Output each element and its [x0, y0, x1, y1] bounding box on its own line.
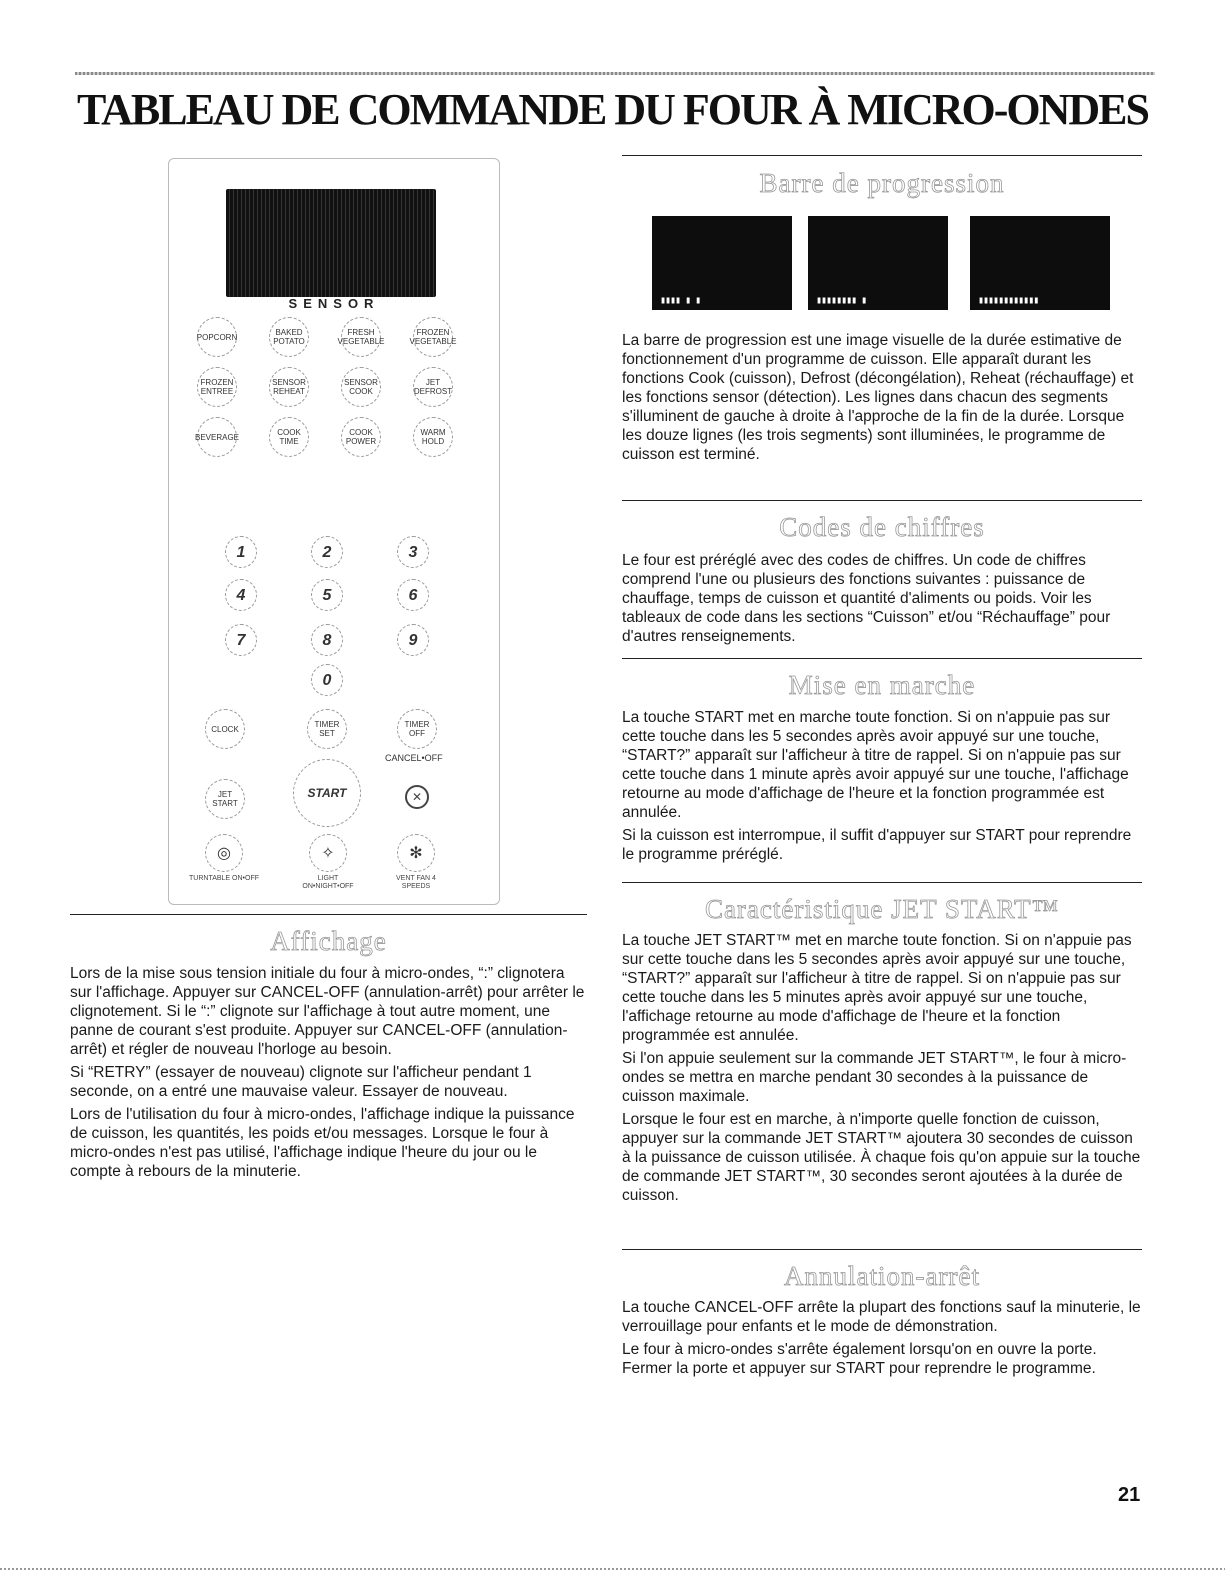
- popcorn-key: POPCORN: [197, 317, 237, 357]
- baked-potato-key: BAKED POTATO: [269, 317, 309, 357]
- sensor-label: SENSOR: [288, 296, 380, 311]
- progress-marks: ▮▮▮▮▮▮▮▮ ▮: [816, 296, 867, 307]
- codes-text: [622, 551, 1142, 650]
- section-divider: [622, 1249, 1142, 1250]
- timer-set-key: TIMER SET: [307, 709, 347, 749]
- paragraph: Si “RETRY” (essayer de nouveau) clignote sur l'afficheur pendant 1 seconde, on a entré une mauvaise valeur. Essayer de nouveau.: [70, 1064, 532, 1100]
- barre-heading: Barre de progression: [759, 168, 1005, 198]
- sensor-reheat-key: SENSOR REHEAT: [269, 367, 309, 407]
- vent-fan-label: VENT FAN 4 SPEEDS: [396, 875, 436, 890]
- cancel-x-icon: ✕: [405, 785, 429, 809]
- paragraph: Lors de l'utilisation du four à micro-ondes, l'affichage indique la puissance de cuisson, les quantités, les poids et/ou messages. Lorsque le four à micro-ondes n'est pas utilisé, l'affichage indique l'heure du jour ou le compte à rebours de la minuterie.: [70, 1106, 575, 1180]
- number-key-8: 8: [311, 624, 343, 656]
- page-title: TABLEAU DE COMMANDE DU FOUR À MICRO-ONDES: [77, 85, 1148, 134]
- barre-text: [622, 331, 1142, 468]
- paragraph: Le four est préréglé avec des codes de chiffres. Un code de chiffres comprend l'une ou plusieurs des fonctions suivantes : puissance de chauffage, temps de cuisson et quantité d'aliments ou poids. Voir les tableaux de code dans les sections “Cuisson” et/ou “Réchauffage” pour d'autres renseignements.: [622, 552, 1111, 645]
- mise-text: [622, 708, 1142, 868]
- light-bulb-icon: ✧: [309, 834, 347, 872]
- section-divider: [622, 658, 1142, 659]
- top-rule: [75, 72, 1155, 75]
- cook-power-key: COOK POWER: [341, 417, 381, 457]
- paragraph: La touche CANCEL-OFF arrête la plupart des fonctions sauf la minuterie, le verrouillage pour enfants et le mode de démonstration.: [622, 1299, 1141, 1335]
- progress-marks: ▮▮▮▮ ▮ ▮: [660, 296, 701, 307]
- section-divider: [622, 155, 1142, 156]
- paragraph: La touche START met en marche toute fonction. Si on n'appuie pas sur cette touche dans les 5 secondes après avoir appuyé sur une touche, “START?” apparaît sur l'afficheur à titre de rappel. Si on n'appuie pas sur cette touche dans 1 minute après avoir appuyé sur une touche, l'affichage retourne au mode d'affichage de l'heure et la fonction programmée est annulée.: [622, 709, 1129, 821]
- number-key-3: 3: [397, 536, 429, 568]
- paragraph: Si la cuisson est interrompue, il suffit d'appuyer sur START pour reprendre le programme préréglé.: [622, 827, 1132, 863]
- jet-text: [622, 931, 1142, 1209]
- turntable-icon: ◎: [205, 834, 243, 872]
- annulation-heading: Annulation-arrêt: [784, 1261, 980, 1291]
- frozen-entree-key: FROZEN ENTREE: [197, 367, 237, 407]
- paragraph: La barre de progression est une image visuelle de la durée estimative de fonctionnement d'un programme de cuisson. Elle apparaît durant les fonctions Cook (cuisson), Defrost (décongélation), Reheat (réchauffage) et les fonctions sensor (détection). Les lignes dans chacun des segments s'illuminent de gauche à droite à l'approche de la fin de la durée. Lorsque les douze lignes (les trois segments) sont illuminées, le programme de cuisson est terminé.: [622, 332, 1134, 463]
- fresh-vegetable-key: FRESH VEGETABLE: [341, 317, 381, 357]
- number-key-0: 0: [311, 664, 343, 696]
- progress-segment-1: [652, 216, 792, 310]
- number-key-7: 7: [225, 624, 257, 656]
- paragraph: La touche JET START™ met en marche toute fonction. Si on n'appuie pas sur cette touche dans les 5 secondes après avoir appuyé sur une touche, “START?” apparaît sur l'afficheur à titre de rappel. Si on n'appuie pas sur cette touche dans les 5 minutes après avoir appuyé sur une touche, l'affichage retourne au mode d'affichage de l'heure et la fonction programmée est annulée.: [622, 932, 1132, 1044]
- start-key: START: [293, 759, 361, 827]
- section-divider: [622, 882, 1142, 883]
- page-number: 21: [1118, 1484, 1141, 1506]
- affichage-text: [70, 964, 590, 1185]
- jet-heading: Caractéristique JET START™: [704, 894, 1060, 924]
- jet-defrost-key: JET DEFROST: [413, 367, 453, 407]
- section-divider: [70, 914, 587, 915]
- beverage-key: BEVERAGE: [197, 417, 237, 457]
- timer-off-key: TIMER OFF: [397, 709, 437, 749]
- paragraph: Lors de la mise sous tension initiale du four à micro-ondes, “:” clignotera sur l'affichage. Appuyer sur CANCEL-OFF (annulation-arrêt) pour arrêter le clignotement. Si le “:” clignote sur l'affichage à tout autre moment, une panne de courant s'est produite. Appuyer sur CANCEL-OFF (annulation-arrêt) et régler de nouveau l'horloge au besoin.: [70, 965, 585, 1058]
- number-key-9: 9: [397, 624, 429, 656]
- cook-time-key: COOK TIME: [269, 417, 309, 457]
- codes-heading: Codes de chiffres: [779, 512, 985, 542]
- sensor-cook-key: SENSOR COOK: [341, 367, 381, 407]
- mise-heading: Mise en marche: [788, 670, 976, 700]
- paragraph: Le four à micro-ondes s'arrête également lorsqu'on en ouvre la porte. Fermer la porte et appuyer sur START pour reprendre le programme.: [622, 1341, 1097, 1377]
- light-label: LIGHT ON•NIGHT•OFF: [302, 875, 354, 890]
- frozen-vegetable-key: FROZEN VEGETABLE: [413, 317, 453, 357]
- number-key-4: 4: [225, 579, 257, 611]
- section-divider: [622, 500, 1142, 501]
- clock-key: CLOCK: [205, 709, 245, 749]
- warm-hold-key: WARM HOLD: [413, 417, 453, 457]
- bottom-rule: [0, 1568, 1225, 1570]
- number-key-1: 1: [225, 536, 257, 568]
- affichage-heading: Affichage: [270, 926, 387, 956]
- fan-icon: ✻: [397, 834, 435, 872]
- annulation-text: [622, 1298, 1142, 1382]
- jet-start-key: JET START: [205, 779, 245, 819]
- number-key-5: 5: [311, 579, 343, 611]
- progress-marks: ▮▮▮▮▮▮▮▮▮▮▮▮: [978, 296, 1039, 307]
- oven-display: [226, 189, 436, 297]
- paragraph: Si l'on appuie seulement sur la commande JET START™, le four à micro-ondes se mettra en marche pendant 30 secondes à la puissance de cuisson maximale.: [622, 1050, 1127, 1105]
- cancel-off-label: CANCEL•OFF: [385, 753, 443, 763]
- progress-segment-3: [970, 216, 1110, 310]
- control-panel-illustration: [168, 158, 500, 905]
- number-key-6: 6: [397, 579, 429, 611]
- turntable-label: TURNTABLE ON•OFF: [189, 875, 259, 882]
- progress-segment-2: [808, 216, 948, 310]
- number-key-2: 2: [311, 536, 343, 568]
- paragraph: Lorsque le four est en marche, à n'importe quelle fonction de cuisson, appuyer sur la commande JET START™ ajoutera 30 secondes de cuisson à la puissance de cuisson utilisée. À chaque fois qu'on appuie sur la touche de commande JET START™, 30 secondes seront ajoutées à la durée de cuisson.: [622, 1111, 1141, 1204]
